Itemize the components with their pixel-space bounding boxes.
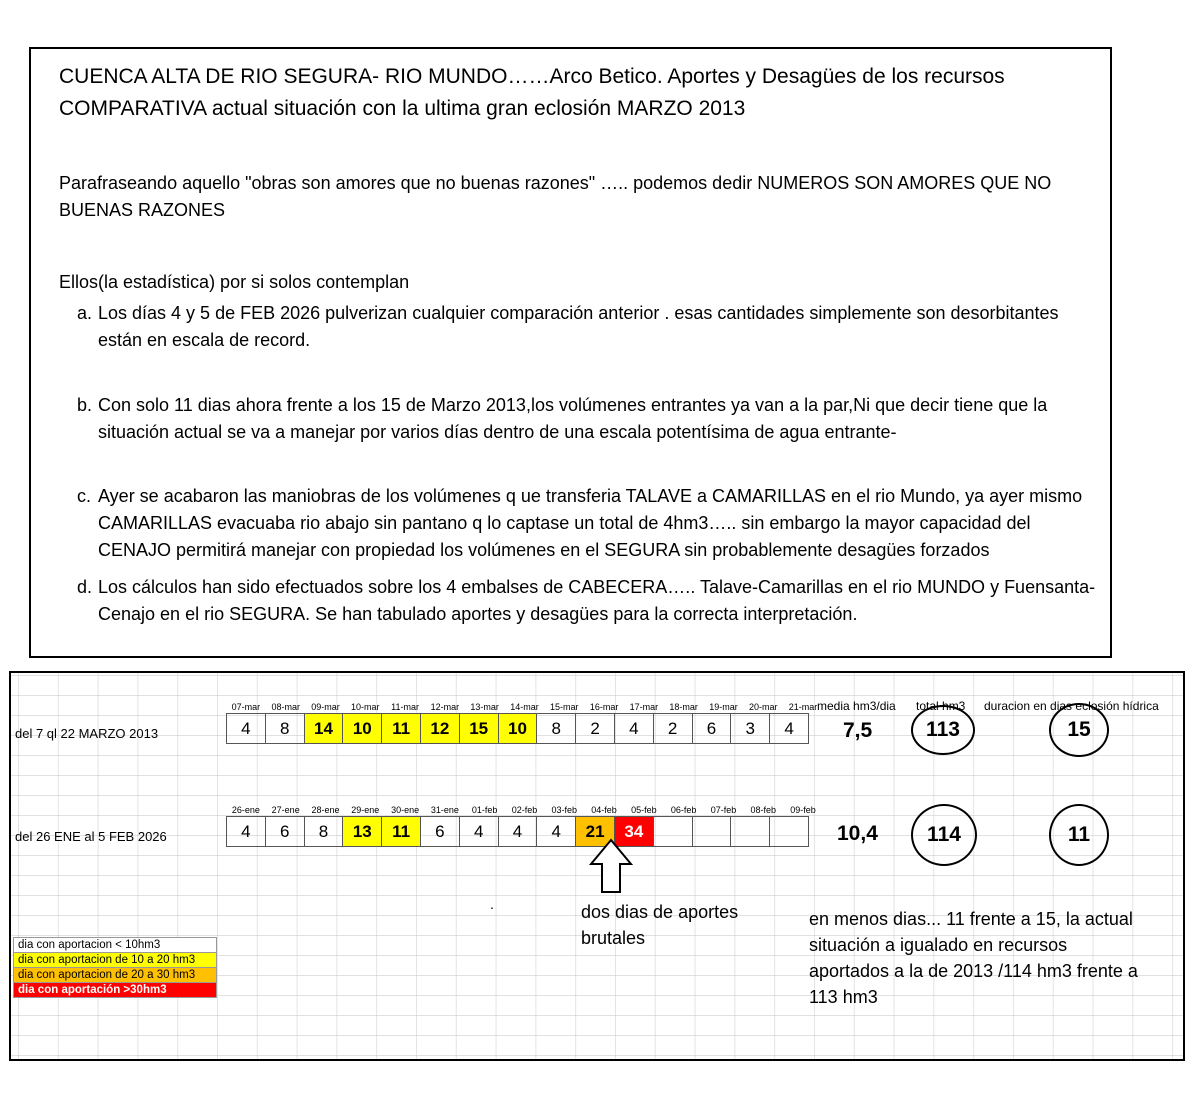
header-media: media hm3/dia (817, 699, 896, 713)
date-label: 21-mar (788, 702, 818, 712)
list-item-b (59, 392, 1096, 446)
date-label: 07-feb (710, 805, 737, 815)
value-cell: 21 (575, 816, 615, 847)
value-cell (730, 816, 770, 847)
date-label: 03-feb (551, 805, 578, 815)
value-cell: 13 (342, 816, 382, 847)
date-label: 04-feb (591, 805, 617, 815)
value-cell: 8 (304, 816, 344, 847)
up-arrow-icon (589, 838, 633, 894)
comparison-note: en menos dias... 11 frente a 15, la actual situación a igualado en recursos aportados a la de 2013 /114 hm3 frente a 113 hm3 (809, 909, 1138, 1007)
ellos-paragraph: Ellos(la estadística) por si solos contemplan (59, 272, 410, 292)
legend (13, 938, 217, 998)
arrow-caption: dos dias de aportes brutales (581, 902, 739, 948)
value-cell (653, 816, 693, 847)
media-2013: 7,5 (843, 719, 873, 742)
date-label: 28-ene (311, 805, 340, 815)
value-cell: 8 (536, 713, 576, 744)
date-row-2013 (226, 702, 823, 712)
value-cell: 2 (653, 713, 693, 744)
duracion-circle-2013: 15 (1049, 703, 1109, 757)
date-label: 20-mar (749, 702, 778, 712)
value-cell: 6 (420, 816, 460, 847)
date-label: 15-mar (550, 702, 579, 712)
date-label: 09-feb (790, 805, 816, 815)
list-item-a (59, 300, 1096, 354)
total-circle-2026: 114 (911, 804, 977, 866)
legend-item-red: dia con aportación >30hm3 (13, 982, 217, 998)
cells-row-2026 (226, 816, 809, 847)
value-cell: 2 (575, 713, 615, 744)
date-row-2026 (226, 805, 823, 815)
list-letter: c. (77, 486, 92, 506)
list-letter: b. (77, 395, 93, 415)
value-cell: 8 (265, 713, 305, 744)
date-label: 29-ene (351, 805, 380, 815)
value-cell: 4 (614, 713, 654, 744)
date-label: 08-mar (271, 702, 300, 712)
date-label: 07-mar (231, 702, 261, 712)
list-text: Ayer se acabaron las maniobras de los volúmenes q ue transferia TALAVE a CAMARILLAS en el rio Mundo, ya ayer mismo CAMARILLAS evacuaba rio abajo sin pantano q lo captase un total de 4hm3….. sin embargo la mayor capacidad del CENAJO permitirá manejar con propiedad los volúmenes en el SEGURA sin probablemente desagües forzados (98, 486, 1083, 560)
value-cell: 12 (420, 713, 460, 744)
value-cell: 4 (536, 816, 576, 847)
list-text: Los cálculos han sido efectuados sobre los 4 embalses de CABECERA….. Talave-Camarillas en el rio MUNDO y Fuensanta-Cenajo en el rio SEGURA. Se han tabulado aportes y desagües para la correcta interpretación. (98, 577, 1096, 624)
value-cell: 4 (459, 816, 499, 847)
date-label: 27-ene (271, 805, 300, 815)
date-label: 14-mar (510, 702, 539, 712)
date-label: 13-mar (470, 702, 499, 712)
legend-item-orange: dia con aportacion de 20 a 30 hm3 (13, 967, 217, 983)
date-label: 08-feb (750, 805, 777, 815)
date-label: 05-feb (631, 805, 657, 815)
list-item-c (59, 483, 1096, 564)
intro-paragraph: Parafraseando aquello "obras son amores que no buenas razones" ….. podemos dedir NUMEROS SON AMORES QUE NO BUENAS RAZONES (59, 173, 1052, 220)
value-cell: 11 (381, 713, 421, 744)
title-line-1: CUENCA ALTA DE RIO SEGURA- RIO MUNDO……Arco Betico. Aportes y Desagües de los recursos (59, 65, 1005, 88)
value-cell: 10 (498, 713, 538, 744)
value-cell: 6 (692, 713, 732, 744)
list-letter: d. (77, 577, 93, 597)
value-cell: 11 (381, 816, 421, 847)
date-label: 17-mar (629, 702, 659, 712)
date-label: 11-mar (391, 702, 419, 712)
date-label: 01-feb (471, 805, 498, 815)
date-label: 12-mar (430, 702, 460, 712)
value-cell: 4 (226, 816, 266, 847)
date-label: 18-mar (669, 702, 698, 712)
date-label: 16-mar (589, 702, 619, 712)
value-cell: 14 (304, 713, 344, 744)
value-cell (692, 816, 732, 847)
list-letter: a. (77, 303, 93, 323)
date-label: 31-ene (430, 805, 459, 815)
legend-item-yellow: dia con aportacion de 10 a 20 hm3 (13, 952, 217, 968)
value-cell: 34 (614, 816, 654, 847)
date-label: 02-feb (511, 805, 538, 815)
title-line-2: COMPARATIVA actual situación con la ultima gran eclosión MARZO 2013 (59, 97, 746, 120)
date-label: 06-feb (670, 805, 697, 815)
row-label-2026: del 26 ENE al 5 FEB 2026 (15, 829, 167, 844)
date-label: 10-mar (351, 702, 380, 712)
spreadsheet-box (9, 671, 1185, 1061)
value-cell: 4 (498, 816, 538, 847)
value-cell: 3 (730, 713, 770, 744)
list-item-d (59, 574, 1096, 628)
date-label: 26-ene (231, 805, 260, 815)
value-cell: 6 (265, 816, 305, 847)
value-cell (769, 816, 809, 847)
list-text: Con solo 11 dias ahora frente a los 15 de Marzo 2013,los volúmenes entrantes ya van a la par,Ni que decir tiene que la situación actual se va a manejar por varios días dentro de una escala potentísima de agua entrante- (98, 395, 1048, 442)
date-label: 09-mar (311, 702, 340, 712)
row-label-2013: del 7 ql 22 MARZO 2013 (15, 726, 159, 741)
header-total: total hm3 (916, 699, 966, 713)
value-cell: 15 (459, 713, 499, 744)
total-circle-2013: 113 (911, 705, 975, 755)
header-duracion: duracion en dias eclosión hídrica (984, 699, 1159, 713)
value-cell: 10 (342, 713, 382, 744)
list-text: Los días 4 y 5 de FEB 2026 pulverizan cualquier comparación anterior . esas cantidades simplemente son desorbitantes están en escala de record. (98, 303, 1059, 350)
value-cell: 4 (769, 713, 809, 744)
legend-item-white: dia con aportacion < 10hm3 (13, 937, 217, 953)
date-label: 30-ene (391, 805, 420, 815)
value-cell: 4 (226, 713, 266, 744)
date-label: 19-mar (709, 702, 738, 712)
stray-dot: . (490, 896, 494, 912)
media-2026: 10,4 (837, 822, 878, 845)
text-box (29, 47, 1112, 658)
duracion-circle-2026: 11 (1049, 804, 1109, 866)
cells-row-2013 (226, 713, 809, 744)
